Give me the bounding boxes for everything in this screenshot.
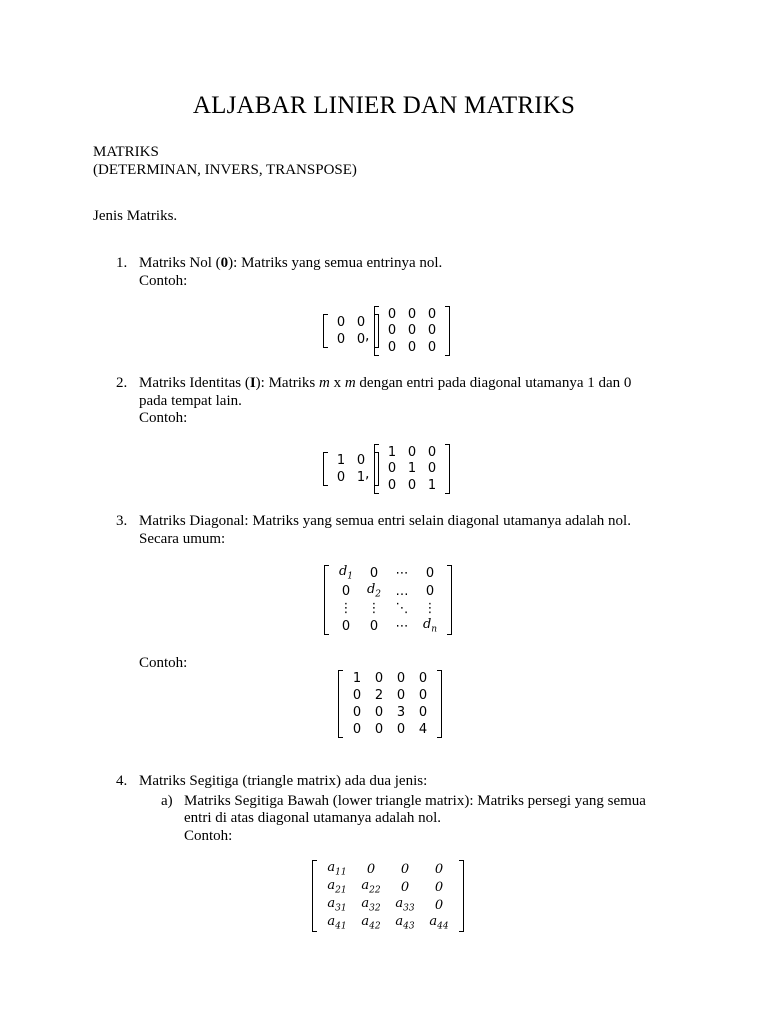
- general-form-label: Secara umum:: [139, 531, 226, 547]
- matrix-entry: 1: [427, 478, 437, 494]
- matrix-entry: 0: [400, 879, 410, 895]
- item-label: [139, 374, 631, 392]
- zero-matrix-3x3: [374, 306, 450, 356]
- lower-triangle-matrix: [312, 860, 464, 932]
- example-label: Contoh:: [139, 273, 188, 289]
- matrix-entry: 0: [387, 306, 397, 322]
- matrix-entry: 0: [341, 618, 351, 634]
- matrix-entry: 1: [352, 671, 362, 686]
- section-subheading: (DETERMINAN, INVERS, TRANSPOSE): [93, 162, 357, 178]
- example-label: Contoh:: [139, 410, 188, 426]
- item-label-var: m: [318, 375, 330, 391]
- diagonal-matrix-general: [324, 565, 452, 635]
- matrix-entry: 0: [336, 470, 346, 485]
- item-label-part: x: [329, 375, 345, 391]
- right-bracket: [445, 444, 450, 494]
- matrix-entry: 0: [396, 688, 406, 703]
- matrix-entry: $d_1$: [338, 564, 354, 583]
- matrix-entry: 2: [374, 688, 384, 703]
- matrix-entry: 0: [341, 583, 351, 599]
- matrix-entry: 0: [352, 688, 362, 703]
- matrix-entry: $a_{22}$: [361, 877, 381, 896]
- matrix-entry: $a_{21}$: [327, 877, 347, 896]
- matrix-entry: …: [395, 583, 409, 599]
- item-label-part: dengan entri pada diagonal utamanya 1 dan 0: [355, 375, 632, 391]
- zero-matrix-2x2: [323, 314, 379, 348]
- matrix-entry: 0: [387, 340, 397, 356]
- matrix-separator: ,: [365, 466, 370, 482]
- matrix-entry: ⋯: [395, 566, 409, 582]
- matrix-entry: 0: [407, 340, 417, 356]
- matrix-entry: 0: [387, 323, 397, 339]
- matrix-entry: 0: [427, 323, 437, 339]
- right-bracket: [447, 565, 452, 635]
- sub-item-marker: a): [161, 793, 173, 809]
- right-bracket: [459, 860, 464, 932]
- matrix-entry: 0: [400, 861, 410, 877]
- matrix-entry: 0: [418, 688, 428, 703]
- matrix-entry: 0: [352, 705, 362, 720]
- matrix-entry: 0: [407, 323, 417, 339]
- matrix-entry: 0: [407, 444, 417, 460]
- item-label-line2: pada tempat lain.: [139, 393, 242, 409]
- right-bracket: [445, 306, 450, 356]
- matrix-entry: 0: [387, 478, 397, 494]
- matrix-entry: 0: [427, 306, 437, 322]
- item-number: 4.: [116, 773, 128, 789]
- matrix-entry: 1: [336, 453, 346, 468]
- matrix-entry: $a_{43}$: [395, 913, 415, 932]
- diagonal-matrix-example: [338, 670, 442, 738]
- matrix-entry: ⋮: [423, 601, 437, 617]
- matrix-entry: 0: [366, 861, 376, 877]
- matrix-entry: $d_n$: [422, 616, 438, 635]
- right-bracket: [437, 670, 442, 738]
- matrix-entry: 0: [374, 722, 384, 737]
- matrix-entry: 0: [356, 315, 366, 330]
- item-number: 2.: [116, 375, 128, 391]
- matrix-entry: 0: [356, 453, 366, 468]
- item-label-part: Matriks Nol (: [139, 255, 221, 271]
- item-label-symbol: 0: [220, 255, 229, 271]
- matrix-entry: 0: [369, 618, 379, 634]
- matrix-entry: 4: [418, 722, 428, 737]
- matrix-entry: 0: [425, 566, 435, 582]
- matrix-entry: $a_{42}$: [361, 913, 381, 932]
- matrix-entry: ⋯: [395, 618, 409, 634]
- item-label-var: m: [344, 375, 356, 391]
- matrix-entry: $a_{41}$: [327, 913, 347, 932]
- matrix-entry: 0: [396, 671, 406, 686]
- matrix-entry: 0: [418, 671, 428, 686]
- matrix-entry: 0: [374, 705, 384, 720]
- matrix-entry: $a_{33}$: [395, 895, 415, 914]
- matrix-entry: 0: [418, 705, 428, 720]
- identity-matrix-2x2: [323, 452, 379, 486]
- matrix-entry: ⋮: [339, 601, 353, 617]
- matrix-entry: 0: [434, 861, 444, 877]
- matrix-entry: 0: [387, 461, 397, 477]
- matrix-entry: 3: [396, 705, 406, 720]
- matrix-entry: $d_2$: [366, 581, 382, 600]
- matrix-entry: 1: [387, 444, 397, 460]
- matrix-entry: $a_{31}$: [327, 895, 347, 914]
- matrix-entry: 0: [427, 444, 437, 460]
- matrix-entry: 0: [369, 566, 379, 582]
- item-label: Matriks Diagonal: Matriks yang semua entri selain diagonal utamanya adalah nol.: [139, 513, 631, 529]
- intro-text: Jenis Matriks.: [93, 208, 178, 224]
- sub-item-label: Matriks Segitiga Bawah (lower triangle matrix): Matriks persegi yang semua: [184, 793, 646, 809]
- matrix-entry: 0: [434, 879, 444, 895]
- page-title: ALJABAR LINIER DAN MATRIKS: [192, 92, 576, 119]
- matrix-entry: ⋱: [395, 601, 409, 617]
- matrix-entry: 0: [434, 897, 444, 913]
- matrix-entry: 0: [427, 461, 437, 477]
- example-label: Contoh:: [184, 828, 233, 844]
- matrix-entry: 0: [407, 478, 417, 494]
- matrix-entry: 0: [374, 671, 384, 686]
- matrix-entry: 0: [425, 583, 435, 599]
- item-number: 3.: [116, 513, 128, 529]
- item-number: 1.: [116, 255, 128, 271]
- item-label-part: ): Matriks yang semua entrinya nol.: [228, 255, 443, 271]
- matrix-entry: 0: [396, 722, 406, 737]
- matrix-entry: 0: [352, 722, 362, 737]
- example-label: Contoh:: [139, 655, 188, 671]
- matrix-entry: 0: [336, 315, 346, 330]
- matrix-entry: 0: [356, 332, 366, 347]
- section-heading: MATRIKS: [93, 144, 159, 160]
- matrix-entry: $a_{11}$: [327, 859, 347, 878]
- item-label: [139, 254, 442, 272]
- matrix-entry: ⋮: [367, 601, 381, 617]
- matrix-entry: 1: [407, 461, 417, 477]
- matrix-entry: $a_{44}$: [429, 913, 449, 932]
- matrix-entry: 0: [427, 340, 437, 356]
- sub-item-label-line2: entri di atas diagonal utamanya adalah nol.: [184, 810, 441, 826]
- matrix-entry: 0: [407, 306, 417, 322]
- matrix-entry: $a_{32}$: [361, 895, 381, 914]
- item-label: Matriks Segitiga (triangle matrix) ada dua jenis:: [139, 773, 428, 789]
- item-label-symbol: I: [249, 375, 256, 391]
- matrix-separator: ,: [365, 328, 370, 344]
- matrix-entry: 1: [356, 470, 366, 485]
- matrix-entry: 0: [336, 332, 346, 347]
- identity-matrix-3x3: [374, 444, 450, 494]
- item-label-part: ): Matriks: [255, 375, 319, 391]
- item-label-part: Matriks Identitas (: [139, 375, 250, 391]
